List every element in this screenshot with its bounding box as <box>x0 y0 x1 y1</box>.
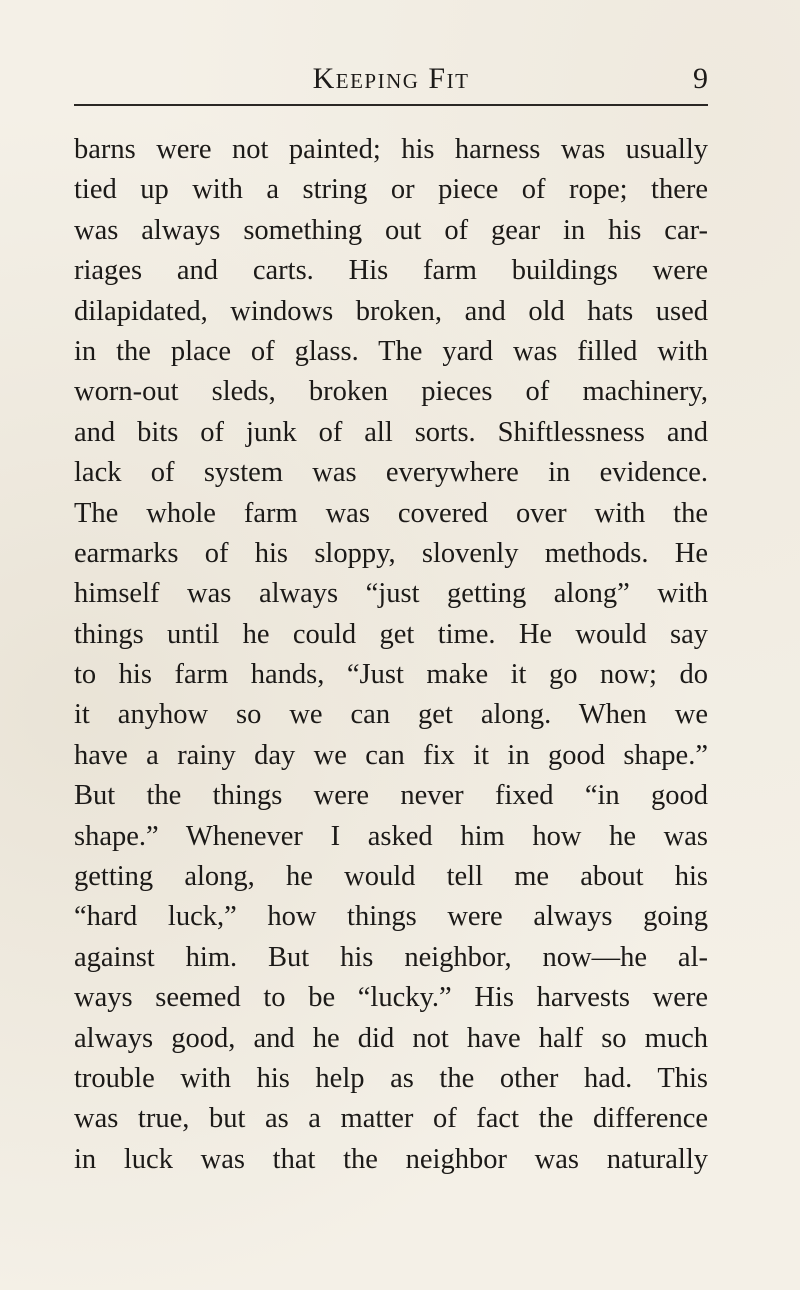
running-title: Keeping Fit <box>312 62 470 95</box>
text-line: always good, and he did not have half so much <box>74 1022 708 1054</box>
text-line: and bits of junk of all sorts. Shiftlessness and <box>74 416 708 448</box>
text-line: himself was always “just getting along” with <box>74 578 708 610</box>
text-line: shape.” Whenever I asked him how he was <box>74 820 708 852</box>
text-line: trouble with his help as the other had. This <box>74 1062 708 1094</box>
text-line: lack of system was everywhere in evidence. <box>74 457 708 489</box>
text-line: getting along, he would tell me about his <box>74 861 708 893</box>
text-line: tied up with a string or piece of rope; there <box>74 174 708 206</box>
text-line: barns were not painted; his harness was usually <box>74 134 708 165</box>
text-line: dilapidated, windows broken, and old hats used <box>74 295 708 327</box>
text-line: worn-out sleds, broken pieces of machinery, <box>74 376 708 408</box>
header-rule <box>74 104 708 106</box>
text-line: The whole farm was covered over with the <box>74 497 708 529</box>
running-head <box>74 62 708 102</box>
text-line: in luck was that the neighbor was naturally <box>74 1143 708 1175</box>
text-line: against him. But his neighbor, now—he al- <box>74 941 708 973</box>
text-line: earmarks of his sloppy, slovenly methods. He <box>74 537 708 569</box>
text-line: was always something out of gear in his car- <box>74 214 708 246</box>
text-line: ways seemed to be “lucky.” His harvests were <box>74 982 708 1014</box>
text-line: “hard luck,” how things were always going <box>74 901 708 933</box>
text-line: riages and carts. His farm buildings were <box>74 255 708 287</box>
text-line: was true, but as a matter of fact the difference <box>74 1103 708 1135</box>
body-text <box>74 130 708 1180</box>
text-line: But the things were never fixed “in good <box>74 780 708 812</box>
text-line: in the place of glass. The yard was filled with <box>74 335 708 367</box>
text-line: things until he could get time. He would say <box>74 618 708 650</box>
text-line: to his farm hands, “Just make it go now; do <box>74 659 708 691</box>
text-line: it anyhow so we can get along. When we <box>74 699 708 731</box>
text-line: have a rainy day we can fix it in good shape.” <box>74 739 708 771</box>
page-number: 9 <box>693 62 708 95</box>
